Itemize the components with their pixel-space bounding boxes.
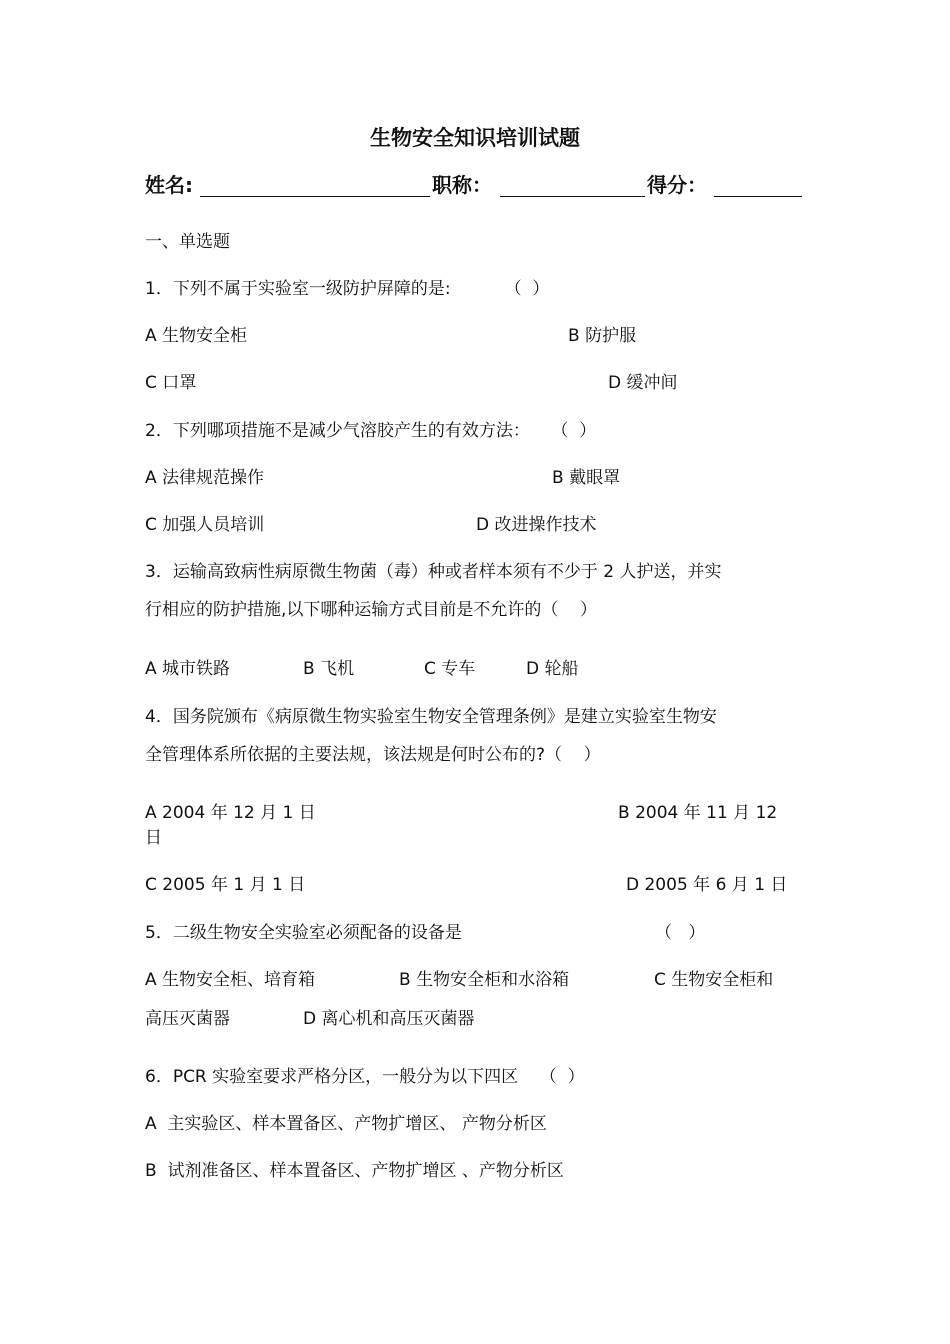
question-1-option-c: C 口罩 (145, 373, 197, 393)
question-4-text-line-1: 4．国务院颁布《病原微生物实验室生物安全管理条例》是建立实验室生物安 (145, 707, 717, 727)
question-5-option-d: D 离心机和高压灭菌器 (303, 1009, 475, 1029)
question-5-option-b: B 生物安全柜和水浴箱 (399, 970, 570, 990)
question-4-option-c: C 2005 年 1 月 1 日 (145, 875, 306, 895)
question-5-option-c: C 生物安全柜和 (654, 970, 774, 990)
question-1-option-a: A 生物安全柜 (145, 326, 248, 346)
question-2-option-b: B 戴眼罩 (552, 468, 621, 488)
question-5-answer-blank: （ ） (655, 923, 706, 943)
question-6-option-b: B 试剂准备区、样本置备区、产物扩增区 、产物分析区 (145, 1161, 564, 1181)
question-1-text: 1．下列不属于实验室一级防护屏障的是: （ ） (145, 279, 550, 299)
section-heading: 一、单选题 (145, 232, 230, 252)
score-label: 得分： (647, 173, 707, 197)
question-2-option-d: D 改进操作技术 (476, 515, 597, 535)
name-label: 姓名: (145, 173, 193, 197)
question-6-option-a: A 主实验区、样本置备区、产物扩增区、 产物分析区 (145, 1114, 547, 1134)
name-blank (200, 196, 430, 197)
question-1-option-d: D 缓冲间 (608, 373, 678, 393)
question-5-option-c-wrap: 高压灭菌器 (145, 1009, 230, 1029)
position-label: 职称： (432, 173, 492, 197)
question-3-text-line-1: 3．运输高致病性病原微生物菌（毒）种或者样本须有不少于 2 人护送，并实 (145, 562, 722, 582)
question-3-option-a: A 城市铁路 (145, 659, 231, 679)
question-2-option-a: A 法律规范操作 (145, 468, 265, 488)
question-5-option-a: A 生物安全柜、培育箱 (145, 970, 316, 990)
question-3-option-b: B 飞机 (303, 659, 355, 679)
question-6-text: 6．PCR 实验室要求严格分区，一般分为以下四区 （ ） (145, 1067, 585, 1087)
position-blank (500, 196, 645, 197)
question-4-option-b: B 2004 年 11 月 12 (618, 803, 778, 823)
question-5-text: 5．二级生物安全实验室必须配备的设备是 (145, 923, 462, 943)
score-blank (714, 196, 802, 197)
question-4-option-d: D 2005 年 6 月 1 日 (626, 875, 788, 895)
question-3-text-line-2: 行相应的防护措施,以下哪种运输方式目前是不允许的（ ） (145, 600, 598, 620)
question-3-option-c: C 专车 (424, 659, 476, 679)
question-2-text: 2．下列哪项措施不是减少气溶胶产生的有效方法： （ ） (145, 421, 597, 441)
question-2-option-c: C 加强人员培训 (145, 515, 265, 535)
document-title: 生物安全知识培训试题 (370, 126, 580, 150)
question-3-option-d: D 轮船 (526, 659, 579, 679)
question-4-option-b-wrap: 日 (145, 828, 162, 848)
question-4-text-line-2: 全管理体系所依据的主要法规，该法规是何时公布的?（ ） (145, 745, 601, 765)
question-4-option-a: A 2004 年 12 月 1 日 (145, 803, 316, 823)
question-1-option-b: B 防护服 (568, 326, 637, 346)
